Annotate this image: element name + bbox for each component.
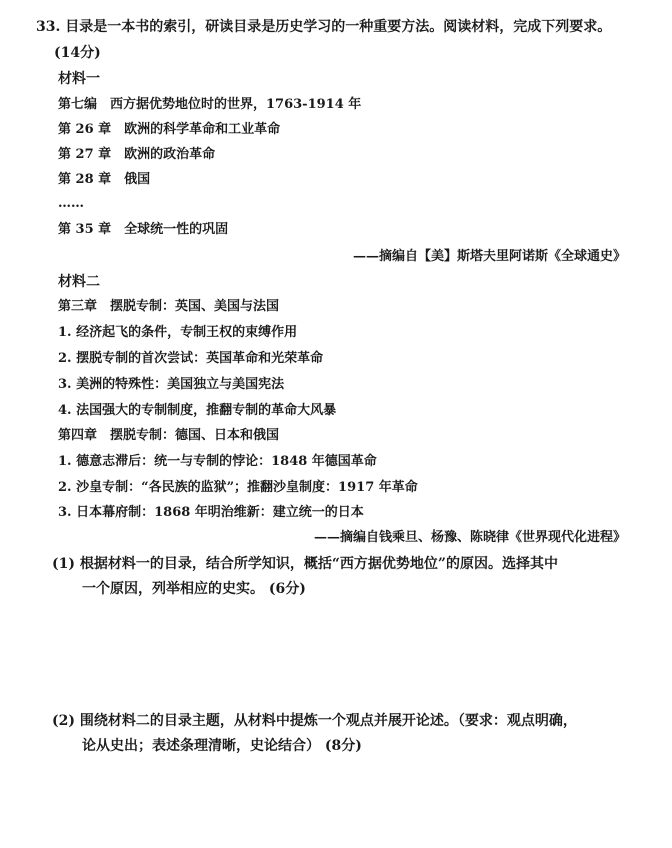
- subquestion-2-line-2: 论从史出；表述条理清晰，史论结合） (8分): [82, 738, 362, 754]
- material-2-item: 第三章 摆脱专制：英国、美国与法国: [58, 299, 280, 314]
- material-2-item: 第四章 摆脱专制：德国、日本和俄国: [58, 428, 280, 443]
- material-2-item: 2. 沙皇专制：“各民族的监狱”；推翻沙皇制度：1917 年革命: [58, 480, 418, 495]
- material-2-label: 材料二: [58, 274, 100, 290]
- material-1-item: ……: [58, 196, 84, 211]
- material-1-item: 第 26 章 欧洲的科学革命和工业革命: [58, 122, 281, 137]
- material-2-source: ——摘编自钱乘旦、杨豫、陈晓律《世界现代化进程》: [313, 530, 626, 545]
- subquestion-1-line-1: (1) 根据材料一的目录，结合所学知识，概括“西方据优势地位”的原因。选择其中: [52, 556, 558, 572]
- material-1-item: 第 28 章 俄国: [58, 172, 151, 187]
- material-2-item: 3. 美洲的特殊性：美国独立与美国宪法: [58, 377, 285, 392]
- material-1-item: 第 27 章 欧洲的政治革命: [58, 147, 216, 162]
- material-2-item: 2. 摆脱专制的首次尝试：英国革命和光荣革命: [58, 351, 324, 366]
- subquestion-1-line-2: 一个原因，列举相应的史实。 (6分): [82, 581, 306, 597]
- material-1-label: 材料一: [58, 71, 100, 87]
- question-score: (14分): [54, 45, 101, 61]
- material-2-item: 4. 法国强大的专制制度，推翻专制的革命大风暴: [58, 403, 337, 418]
- material-2-item: 1. 经济起飞的条件，专制王权的束缚作用: [58, 325, 298, 340]
- material-1-item: 第 35 章 全球统一性的巩固: [58, 222, 229, 237]
- subquestion-2-line-1: (2) 围绕材料二的目录主题，从材料中提炼一个观点并展开论述。（要求：观点明确，: [52, 713, 577, 729]
- material-2-item: 3. 日本幕府制：1868 年明治维新：建立统一的日本: [58, 505, 364, 520]
- question-title: 33. 目录是一本书的索引，研读目录是历史学习的一种重要方法。阅读材料，完成下列要求。: [36, 19, 612, 35]
- material-2-item: 1. 德意志滞后：统一与专制的悖论：1848 年德国革命: [58, 454, 377, 469]
- material-1-source: ——摘编自【美】斯塔夫里阿诺斯《全球通史》: [352, 249, 626, 264]
- material-1-item: 第七编 西方据优势地位时的世界，1763-1914 年: [58, 97, 362, 112]
